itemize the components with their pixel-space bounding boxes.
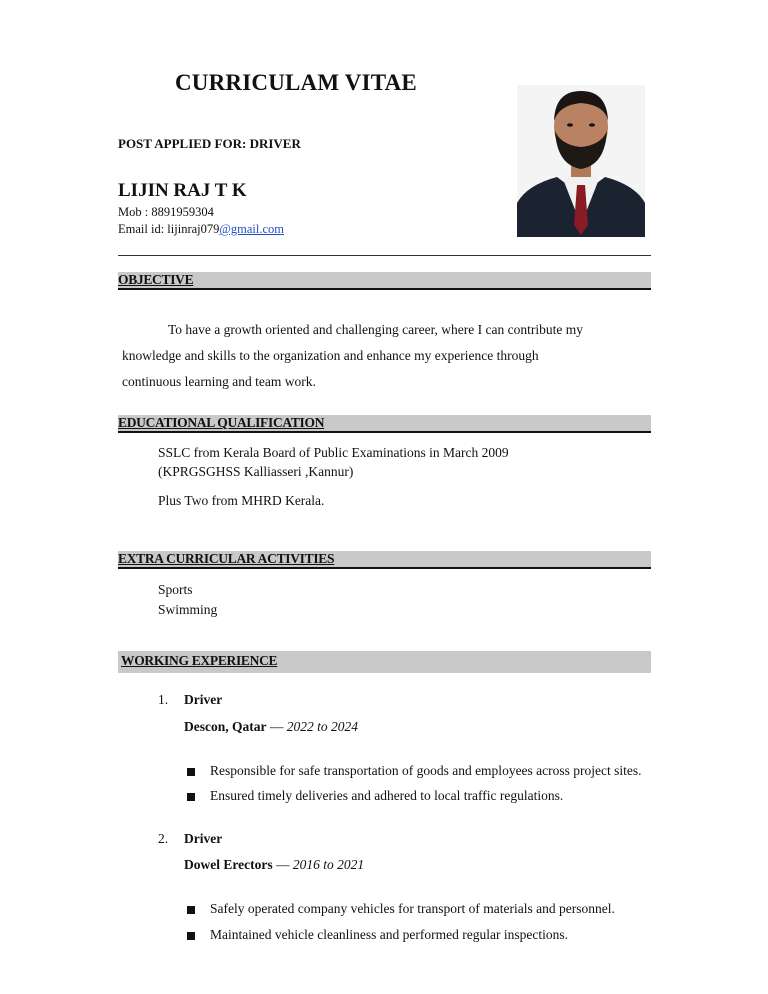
header-divider	[118, 255, 651, 256]
bullet-square-icon	[187, 906, 195, 914]
education-item-3: Plus Two from MHRD Kerala.	[158, 493, 325, 508]
job-2-period: 2016 to 2021	[292, 857, 365, 872]
email-line	[118, 222, 284, 237]
activity-item-1: Sports	[158, 582, 193, 597]
job-1-bullet-1: Responsible for safe transportation of goods and employees across project sites.	[210, 763, 642, 778]
education-item-2: (KPRGSGHSS Kalliasseri ,Kannur)	[158, 464, 354, 479]
document-title: CURRICULAM VITAE	[175, 70, 417, 95]
objective-line-1: To have a growth oriented and challenging career, where I can contribute my	[168, 322, 583, 337]
job-2-number: 2.	[158, 831, 169, 846]
mobile-number: Mob : 8891959304	[118, 205, 214, 219]
job-2-title: Driver	[184, 831, 223, 846]
candidate-name: LIJIN RAJ T K	[118, 180, 247, 201]
objective-line-3: continuous learning and team work.	[122, 374, 316, 389]
education-heading: EDUCATIONAL QUALIFICATION	[118, 415, 325, 430]
job-1-period: 2022 to 2024	[286, 719, 358, 734]
profile-photo-image	[517, 85, 645, 237]
profile-photo	[517, 85, 645, 237]
job-1-employer	[184, 719, 358, 735]
activity-item-2: Swimming	[158, 602, 218, 617]
job-1-bullet-2: Ensured timely deliveries and adhered to local traffic regulations.	[210, 788, 564, 803]
experience-heading: WORKING EXPERIENCE	[121, 653, 278, 668]
job-2-separator: —	[272, 857, 293, 872]
job-2-bullet-2: Maintained vehicle cleanliness and performed regular inspections.	[210, 927, 568, 942]
job-2-employer	[184, 857, 364, 873]
email-link[interactable]: @gmail.com	[219, 222, 284, 236]
activities-heading: EXTRA CURRICULAR ACTIVITIES	[118, 551, 335, 566]
bullet-square-icon	[187, 932, 195, 940]
bullet-square-icon	[187, 793, 195, 801]
bullet-square-icon	[187, 768, 195, 776]
experience-heading-bar	[118, 651, 651, 673]
email-prefix: Email id: lijinraj079	[118, 222, 220, 236]
job-1-title: Driver	[184, 692, 223, 707]
job-2-company: Dowel Erectors	[184, 857, 273, 872]
post-applied: POST APPLIED FOR: DRIVER	[118, 136, 301, 151]
objective-line-2: knowledge and skills to the organization and enhance my experience through	[122, 348, 539, 363]
job-1-company: Descon, Qatar	[184, 719, 267, 734]
objective-heading-bar	[118, 272, 651, 290]
education-heading-bar	[118, 415, 651, 433]
job-1-number: 1.	[158, 692, 169, 707]
activities-heading-bar	[118, 551, 651, 569]
education-item-1: SSLC from Kerala Board of Public Examinations in March 2009	[158, 445, 509, 460]
job-1-separator: —	[266, 719, 287, 734]
job-2-bullet-1: Safely operated company vehicles for transport of materials and personnel.	[210, 901, 615, 916]
objective-heading: OBJECTIVE	[118, 272, 194, 287]
